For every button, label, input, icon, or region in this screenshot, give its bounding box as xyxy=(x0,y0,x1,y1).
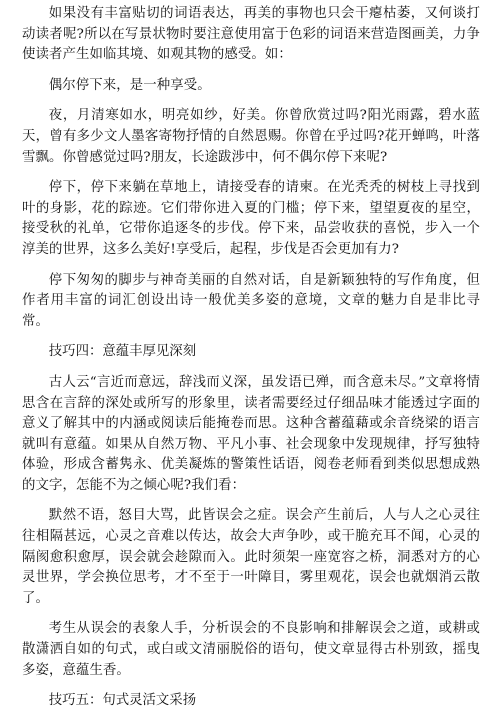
section-heading-tip-five: 技巧五：句式灵活文采扬 xyxy=(48,693,197,709)
paragraph-gap xyxy=(22,66,480,76)
paragraph-gap xyxy=(22,609,480,619)
paragraph-gap xyxy=(22,168,480,178)
paragraph-gap xyxy=(22,681,480,691)
example-paragraph-night: 夜，月清寒如水，明亮如纱，好美。你曾欣赏过吗?阳光雨露，碧水蓝天，曾有多少文人墨客寄物抒情的自然恩赐。你曾在乎过吗?花开蝉鸣，叶落雪飘。你曾感觉过吗?朋友，长途跋涉中，何不偶尔停下来呢? xyxy=(22,108,480,165)
paragraph-gap xyxy=(22,261,480,271)
paragraph-gap xyxy=(22,96,480,106)
commentary-paragraph: 停下匆匆的脚步与神奇美丽的自然对话，自是新颖独特的写作角度，但作者用丰富的词汇创设出诗一般优美多姿的意境，文章的魅力自是非比寻常。 xyxy=(22,272,480,329)
example-title-line: 偶尔停下来，是一种享受。 xyxy=(48,77,211,93)
tip-four-commentary: 考生从误会的表象人手，分析误会的不良影响和排解误会之道，或耕或散潇洒自如的句式，或白或文清丽脱俗的语句，使文章显得古朴别致，摇曳多姿，意蕴生香。 xyxy=(22,621,480,678)
paragraph-gap xyxy=(22,496,480,506)
example-paragraph-misunderstanding: 默然不语，怒目大骂，此皆误会之症。误会产生前后，人与人之心灵往往相隔甚远，心灵之音难以传达，故会大声争吵，或干脆充耳不闻，心灵的隔阂愈积愈厚，误会就会趁隙而入。此时须架一座宽容之桥，洞悉对方的心灵世界，学会换位思考，才不至于一叶障目，雾里观花，误会也就烟消云散了。 xyxy=(22,508,480,606)
section-heading-tip-four: 技巧四：意蕴丰厚见深刻 xyxy=(48,344,197,360)
paragraph-gap xyxy=(22,332,480,342)
paragraph-gap xyxy=(22,363,480,373)
tip-four-explanation: 古人云“言近而意远，辞浅而义深，虽发语已殚，而含意未尽。”文章将情思含在言辞的深处或所写的形象里，读者需要经过仔细品味才能透过字面的意义了解其中的内涵或阅读后能掩卷而思。这种含蓄蕴藉或余音绕梁的语言就叫有意蕴。如果从自然万物、平凡小事、社会现象中发现规律，抒写独特体验，形成含蓄隽永、优美凝炼的警策性话语，阅卷老师看到类似思想成熟的文字，怎能不为之倾心呢?我们看： xyxy=(22,374,480,493)
intro-paragraph: 如果没有丰富贴切的词语表达，再美的事物也只会干瘪枯萎，又何谈打动读者呢?所以在写景状物时要注意使用富于色彩的词语来营造图画美，力争使读者产生如临其境、如观其物的感受。如： xyxy=(22,6,480,63)
example-paragraph-stop: 停下，停下来躺在草地上，请接受春的请柬。在光秃秃的树枝上寻找到叶的身影，花的踪迹。它们带你进入夏的门槛；停下来，望望夏夜的星空，接受秋的礼单，它带你追逐冬的步伐。停下来，品尝收获的喜悦，步入一个淳美的世界，这多么美好!享受后，起程，步伐是否会更加有力? xyxy=(22,180,480,257)
